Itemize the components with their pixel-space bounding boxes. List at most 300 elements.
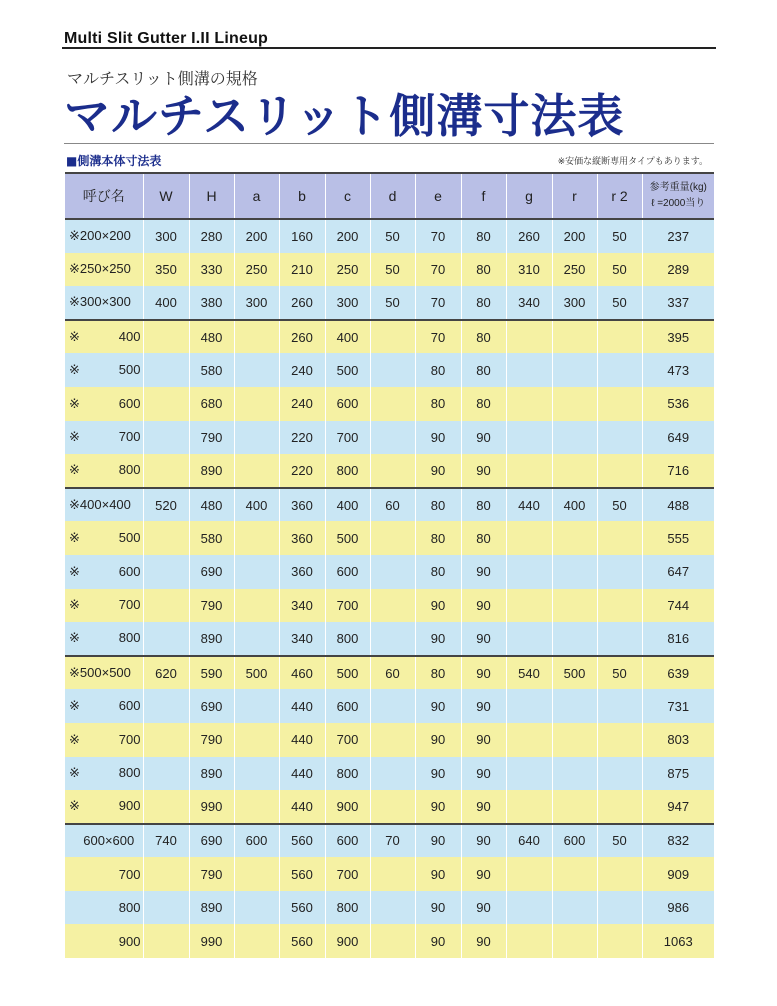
cell-w xyxy=(143,924,189,958)
lineup-title: Multi Slit Gutter I.II Lineup xyxy=(64,30,269,47)
cell-g xyxy=(506,521,552,555)
table-row xyxy=(65,521,714,555)
cell-r2 xyxy=(597,891,642,925)
cell-d: 50 xyxy=(370,253,415,287)
cell-h: 790 xyxy=(189,723,234,757)
header-f: f xyxy=(461,173,506,219)
cell-a xyxy=(234,790,279,824)
cell-size-name xyxy=(65,857,143,891)
cell-f: 90 xyxy=(461,757,506,791)
cell-e: 90 xyxy=(415,622,461,656)
cell-a xyxy=(234,320,279,354)
cell-c: 800 xyxy=(325,622,370,656)
table-row xyxy=(65,622,714,656)
cell-c: 600 xyxy=(325,824,370,858)
cell-e: 90 xyxy=(415,421,461,455)
cell-e: 70 xyxy=(415,219,461,253)
cell-r2: 50 xyxy=(597,253,642,287)
cell-h: 680 xyxy=(189,387,234,421)
cell-g: 260 xyxy=(506,219,552,253)
table-row xyxy=(65,790,714,824)
cell-f: 90 xyxy=(461,891,506,925)
cell-wt: 488 xyxy=(642,488,714,522)
cell-w: 520 xyxy=(143,488,189,522)
cell-g: 640 xyxy=(506,824,552,858)
cell-a xyxy=(234,757,279,791)
cell-size-name xyxy=(65,521,143,555)
cell-a: 400 xyxy=(234,488,279,522)
cell-w xyxy=(143,555,189,589)
cell-c: 600 xyxy=(325,387,370,421)
cell-h: 690 xyxy=(189,824,234,858)
cell-h: 990 xyxy=(189,924,234,958)
cell-g xyxy=(506,689,552,723)
cell-w xyxy=(143,790,189,824)
cell-f: 80 xyxy=(461,219,506,253)
cell-b: 460 xyxy=(279,656,325,690)
cell-d: 50 xyxy=(370,219,415,253)
size-label: 600 xyxy=(118,698,141,714)
table-row xyxy=(65,723,714,757)
note-mark: ※ xyxy=(69,429,80,445)
cell-wt: 555 xyxy=(642,521,714,555)
cell-h: 890 xyxy=(189,454,234,488)
cell-wt: 647 xyxy=(642,555,714,589)
header-a: a xyxy=(234,173,279,219)
cell-e: 90 xyxy=(415,689,461,723)
size-label: 500 xyxy=(118,530,141,546)
table-row xyxy=(65,689,714,723)
cell-a xyxy=(234,622,279,656)
note-mark: ※ xyxy=(69,798,80,814)
size-label: 900 xyxy=(118,933,141,949)
cell-a: 250 xyxy=(234,253,279,287)
cell-c: 500 xyxy=(325,656,370,690)
cell-r2 xyxy=(597,387,642,421)
cell-r: 400 xyxy=(552,488,597,522)
cell-e: 90 xyxy=(415,790,461,824)
table-row xyxy=(65,757,714,791)
size-label: 800 xyxy=(118,462,141,478)
cell-f: 80 xyxy=(461,253,506,287)
cell-c: 600 xyxy=(325,555,370,589)
cell-h: 580 xyxy=(189,353,234,387)
cell-f: 90 xyxy=(461,857,506,891)
header-d: d xyxy=(370,173,415,219)
cell-r: 500 xyxy=(552,656,597,690)
cell-r2: 50 xyxy=(597,488,642,522)
cell-b: 560 xyxy=(279,891,325,925)
cell-g: 310 xyxy=(506,253,552,287)
table-row xyxy=(65,421,714,455)
cell-r2 xyxy=(597,924,642,958)
cell-d xyxy=(370,857,415,891)
cell-h: 280 xyxy=(189,219,234,253)
cell-b: 360 xyxy=(279,521,325,555)
cell-f: 90 xyxy=(461,723,506,757)
table-row xyxy=(65,320,714,354)
cell-g xyxy=(506,622,552,656)
cell-f: 90 xyxy=(461,454,506,488)
size-label: 400×400 xyxy=(79,497,131,513)
cell-r xyxy=(552,924,597,958)
cell-a xyxy=(234,454,279,488)
header-b: b xyxy=(279,173,325,219)
table-row xyxy=(65,924,714,958)
cell-r2: 50 xyxy=(597,219,642,253)
cell-size-name xyxy=(65,589,143,623)
size-label: 800 xyxy=(118,630,141,646)
cell-e: 90 xyxy=(415,454,461,488)
cell-r2 xyxy=(597,421,642,455)
cell-r2 xyxy=(597,589,642,623)
note-mark: ※ xyxy=(69,530,80,546)
table-header-row xyxy=(65,173,714,219)
cell-size-name xyxy=(65,454,143,488)
table-row xyxy=(65,891,714,925)
cell-w xyxy=(143,320,189,354)
cell-w xyxy=(143,723,189,757)
cell-d: 70 xyxy=(370,824,415,858)
header-name: 呼び名 xyxy=(65,173,143,219)
cell-r xyxy=(552,622,597,656)
cell-h: 690 xyxy=(189,555,234,589)
size-label: 700 xyxy=(118,597,141,613)
cell-w xyxy=(143,454,189,488)
cell-h: 380 xyxy=(189,286,234,320)
cell-w: 400 xyxy=(143,286,189,320)
cell-w xyxy=(143,421,189,455)
note-mark: ※ xyxy=(69,698,80,714)
cell-e: 90 xyxy=(415,589,461,623)
note-mark: ※ xyxy=(69,329,80,345)
cell-g xyxy=(506,454,552,488)
size-label: 600 xyxy=(118,563,141,579)
cell-g xyxy=(506,320,552,354)
table-row xyxy=(65,589,714,623)
note-mark: ※ xyxy=(69,228,80,244)
size-label: 800 xyxy=(118,900,141,916)
cell-r2: 50 xyxy=(597,656,642,690)
cell-wt: 744 xyxy=(642,589,714,623)
table-row xyxy=(65,253,714,287)
cell-e: 80 xyxy=(415,555,461,589)
cell-size-name xyxy=(65,219,143,253)
cell-a xyxy=(234,421,279,455)
cell-f: 90 xyxy=(461,924,506,958)
cell-e: 90 xyxy=(415,757,461,791)
table-row xyxy=(65,454,714,488)
note-mark: ※ xyxy=(69,630,80,646)
cell-r xyxy=(552,891,597,925)
cell-r xyxy=(552,555,597,589)
cell-c: 800 xyxy=(325,891,370,925)
cell-b: 440 xyxy=(279,790,325,824)
cell-a xyxy=(234,589,279,623)
cell-d xyxy=(370,924,415,958)
cell-w xyxy=(143,857,189,891)
table-row xyxy=(65,857,714,891)
size-label: 500 xyxy=(118,362,141,378)
cell-r xyxy=(552,757,597,791)
cell-a xyxy=(234,555,279,589)
cell-f: 90 xyxy=(461,824,506,858)
cell-c: 400 xyxy=(325,320,370,354)
size-label: 700 xyxy=(118,731,141,747)
table-row xyxy=(65,824,714,858)
cell-r: 600 xyxy=(552,824,597,858)
cell-r2: 50 xyxy=(597,286,642,320)
note: ※安価な縦断専用タイプもあります。 xyxy=(557,157,708,167)
cell-wt: 639 xyxy=(642,656,714,690)
cell-w: 350 xyxy=(143,253,189,287)
cell-size-name xyxy=(65,656,143,690)
size-label: 200×200 xyxy=(79,228,131,244)
table-row xyxy=(65,555,714,589)
cell-g xyxy=(506,757,552,791)
cell-b: 360 xyxy=(279,555,325,589)
cell-f: 80 xyxy=(461,286,506,320)
cell-r xyxy=(552,790,597,824)
cell-wt: 1063 xyxy=(642,924,714,958)
cell-g xyxy=(506,790,552,824)
section-label: ■側溝本体寸法表 xyxy=(66,154,162,168)
cell-h: 790 xyxy=(189,589,234,623)
cell-g: 340 xyxy=(506,286,552,320)
cell-c: 200 xyxy=(325,219,370,253)
cell-h: 480 xyxy=(189,488,234,522)
cell-g xyxy=(506,555,552,589)
cell-h: 790 xyxy=(189,421,234,455)
cell-r2 xyxy=(597,454,642,488)
header-r: r xyxy=(552,173,597,219)
header-weight xyxy=(642,173,714,219)
cell-f: 90 xyxy=(461,622,506,656)
cell-c: 300 xyxy=(325,286,370,320)
cell-h: 590 xyxy=(189,656,234,690)
cell-a: 200 xyxy=(234,219,279,253)
cell-f: 90 xyxy=(461,555,506,589)
size-label: 250×250 xyxy=(79,261,131,277)
cell-e: 80 xyxy=(415,488,461,522)
cell-c: 700 xyxy=(325,723,370,757)
cell-f: 90 xyxy=(461,421,506,455)
cell-size-name xyxy=(65,387,143,421)
cell-w xyxy=(143,757,189,791)
size-label: 600 xyxy=(118,395,141,411)
cell-d xyxy=(370,521,415,555)
cell-g xyxy=(506,353,552,387)
cell-wt: 395 xyxy=(642,320,714,354)
size-label: 700 xyxy=(118,429,141,445)
note-mark: ※ xyxy=(69,462,80,478)
cell-f: 90 xyxy=(461,589,506,623)
cell-b: 210 xyxy=(279,253,325,287)
table-row xyxy=(65,387,714,421)
cell-c: 500 xyxy=(325,521,370,555)
cell-r2 xyxy=(597,689,642,723)
cell-wt: 875 xyxy=(642,757,714,791)
table-row xyxy=(65,219,714,253)
cell-r2 xyxy=(597,757,642,791)
cell-h: 580 xyxy=(189,521,234,555)
cell-r xyxy=(552,387,597,421)
cell-wt: 536 xyxy=(642,387,714,421)
cell-c: 900 xyxy=(325,790,370,824)
note-mark: ※ xyxy=(69,765,80,781)
cell-w: 300 xyxy=(143,219,189,253)
cell-g xyxy=(506,589,552,623)
cell-c: 700 xyxy=(325,421,370,455)
cell-wt: 473 xyxy=(642,353,714,387)
cell-d xyxy=(370,353,415,387)
cell-w xyxy=(143,387,189,421)
cell-wt: 803 xyxy=(642,723,714,757)
cell-w xyxy=(143,521,189,555)
size-label: 800 xyxy=(118,765,141,781)
cell-size-name xyxy=(65,924,143,958)
cell-b: 560 xyxy=(279,857,325,891)
cell-r xyxy=(552,589,597,623)
cell-f: 80 xyxy=(461,387,506,421)
cell-size-name xyxy=(65,891,143,925)
cell-b: 340 xyxy=(279,622,325,656)
cell-a xyxy=(234,857,279,891)
cell-r: 300 xyxy=(552,286,597,320)
cell-a xyxy=(234,353,279,387)
cell-b: 360 xyxy=(279,488,325,522)
cell-size-name xyxy=(65,253,143,287)
cell-d xyxy=(370,589,415,623)
cell-e: 70 xyxy=(415,286,461,320)
cell-h: 890 xyxy=(189,891,234,925)
size-label: 700 xyxy=(118,866,141,882)
header-weight-line1: 参考重量(kg) xyxy=(649,182,707,193)
cell-wt: 337 xyxy=(642,286,714,320)
cell-e: 80 xyxy=(415,387,461,421)
cell-c: 700 xyxy=(325,857,370,891)
cell-size-name xyxy=(65,824,143,858)
cell-e: 80 xyxy=(415,353,461,387)
cell-f: 90 xyxy=(461,656,506,690)
cell-a xyxy=(234,723,279,757)
cell-c: 500 xyxy=(325,353,370,387)
header-weight-line2: ℓ =2000当り xyxy=(651,198,706,209)
cell-d xyxy=(370,790,415,824)
cell-h: 890 xyxy=(189,622,234,656)
cell-w xyxy=(143,353,189,387)
header-w: W xyxy=(143,173,189,219)
cell-r xyxy=(552,857,597,891)
note-mark: ※ xyxy=(69,665,80,681)
cell-e: 90 xyxy=(415,857,461,891)
cell-w xyxy=(143,589,189,623)
cell-d xyxy=(370,320,415,354)
cell-r2: 50 xyxy=(597,824,642,858)
cell-b: 160 xyxy=(279,219,325,253)
cell-f: 80 xyxy=(461,320,506,354)
cell-g: 440 xyxy=(506,488,552,522)
cell-a xyxy=(234,689,279,723)
table-row xyxy=(65,286,714,320)
table-row xyxy=(65,488,714,522)
cell-e: 80 xyxy=(415,656,461,690)
cell-b: 220 xyxy=(279,421,325,455)
cell-d: 50 xyxy=(370,286,415,320)
cell-e: 90 xyxy=(415,824,461,858)
cell-e: 90 xyxy=(415,891,461,925)
cell-size-name xyxy=(65,689,143,723)
cell-a: 600 xyxy=(234,824,279,858)
cell-d: 60 xyxy=(370,488,415,522)
cell-d xyxy=(370,387,415,421)
cell-c: 800 xyxy=(325,757,370,791)
cell-d: 60 xyxy=(370,656,415,690)
cell-wt: 649 xyxy=(642,421,714,455)
cell-c: 900 xyxy=(325,924,370,958)
cell-b: 340 xyxy=(279,589,325,623)
cell-r2 xyxy=(597,723,642,757)
size-label: 500×500 xyxy=(79,665,131,681)
cell-r2 xyxy=(597,622,642,656)
cell-g xyxy=(506,891,552,925)
cell-b: 440 xyxy=(279,723,325,757)
cell-c: 700 xyxy=(325,589,370,623)
cell-r2 xyxy=(597,790,642,824)
note-mark: ※ xyxy=(69,261,80,277)
cell-w xyxy=(143,689,189,723)
cell-g: 540 xyxy=(506,656,552,690)
cell-size-name xyxy=(65,555,143,589)
cell-r xyxy=(552,353,597,387)
cell-f: 80 xyxy=(461,488,506,522)
cell-b: 220 xyxy=(279,454,325,488)
title-rule xyxy=(64,143,714,144)
cell-c: 800 xyxy=(325,454,370,488)
cell-size-name xyxy=(65,286,143,320)
cell-size-name xyxy=(65,622,143,656)
size-label: 900 xyxy=(118,798,141,814)
cell-r: 250 xyxy=(552,253,597,287)
cell-size-name xyxy=(65,488,143,522)
cell-h: 990 xyxy=(189,790,234,824)
cell-d xyxy=(370,891,415,925)
cell-r2 xyxy=(597,521,642,555)
cell-b: 260 xyxy=(279,286,325,320)
cell-b: 240 xyxy=(279,353,325,387)
cell-r xyxy=(552,421,597,455)
cell-c: 250 xyxy=(325,253,370,287)
cell-d xyxy=(370,689,415,723)
cell-r xyxy=(552,320,597,354)
header-h: H xyxy=(189,173,234,219)
cell-wt: 986 xyxy=(642,891,714,925)
cell-r xyxy=(552,454,597,488)
cell-d xyxy=(370,723,415,757)
cell-b: 440 xyxy=(279,689,325,723)
note-mark: ※ xyxy=(69,294,80,310)
cell-c: 600 xyxy=(325,689,370,723)
cell-d xyxy=(370,757,415,791)
cell-b: 560 xyxy=(279,924,325,958)
cell-a: 300 xyxy=(234,286,279,320)
cell-r2 xyxy=(597,320,642,354)
cell-w xyxy=(143,622,189,656)
cell-a xyxy=(234,521,279,555)
cell-e: 80 xyxy=(415,521,461,555)
cell-wt: 909 xyxy=(642,857,714,891)
cell-g xyxy=(506,857,552,891)
